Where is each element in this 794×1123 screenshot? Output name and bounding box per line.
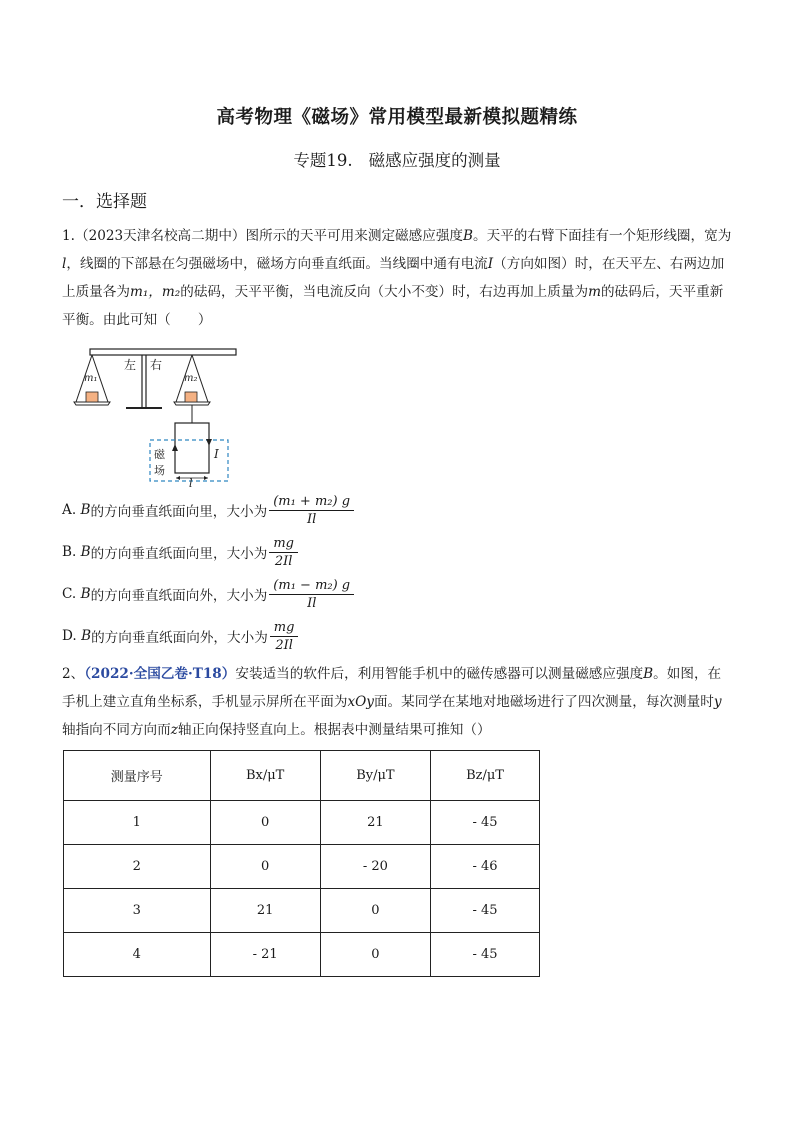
table-cell: 0: [210, 801, 320, 845]
table-header: Bz/μT: [431, 751, 540, 801]
option-label: D.: [62, 628, 77, 644]
option-var-b: B: [80, 544, 91, 560]
table-cell: 21: [320, 801, 430, 845]
q1-var-m1m2: m₁，m₂: [129, 284, 181, 300]
left-pan-mass-label: m₁: [84, 373, 98, 384]
option-label: C.: [62, 586, 77, 602]
subtitle-topic: 专题19.: [293, 151, 353, 170]
option-b[interactable]: [62, 532, 298, 572]
q2-text: 面。某同学在某地对地磁场进行了四次测量，每次测量时: [373, 694, 714, 710]
table-cell: 0: [320, 889, 430, 933]
table-row: [64, 889, 540, 933]
option-text: 的方向垂直纸面向里，大小为: [90, 546, 268, 562]
fraction-numerator: (m₁ − m₂) g: [269, 578, 354, 595]
option-c[interactable]: [62, 574, 354, 614]
q1-text: ，线圈的下部悬在匀强磁场中，磁场方向垂直纸面。当线圈中通有电流: [66, 256, 488, 272]
q1-var-b: B: [463, 228, 474, 244]
q2-number: 2、: [62, 666, 85, 682]
table-cell: - 45: [431, 801, 540, 845]
option-a[interactable]: [62, 490, 354, 530]
measurement-table: [63, 750, 540, 977]
fraction-numerator: (m₁ + m₂) g: [269, 494, 354, 511]
field-label-1: 磁: [154, 448, 165, 461]
q2-var-b: B: [643, 666, 654, 682]
q1-var-l: l: [62, 256, 67, 272]
right-weight: [185, 392, 197, 402]
option-a-fraction: [269, 494, 354, 527]
table-cell: - 45: [431, 889, 540, 933]
width-marker-head: [204, 476, 208, 480]
table-header-row: [64, 751, 540, 801]
width-label: l: [189, 477, 193, 490]
table-header: 测量序号: [64, 751, 211, 801]
document-title: 高考物理《磁场》常用模型最新模拟题精练: [216, 107, 578, 128]
right-pan-mass-label: m₂: [184, 373, 198, 384]
table-cell: 4: [64, 933, 211, 977]
fraction-numerator: mg: [269, 536, 298, 553]
option-text: 的方向垂直纸面向里，大小为: [90, 504, 268, 520]
q2-var-z: z: [170, 722, 178, 738]
field-label-2: 场: [154, 464, 165, 477]
table-cell: 21: [210, 889, 320, 933]
option-label: A.: [62, 502, 77, 518]
table-cell: - 46: [431, 845, 540, 889]
left-pan: [74, 402, 110, 405]
question-2-stem: [62, 660, 734, 744]
option-text: 的方向垂直纸面向外，大小为: [91, 630, 268, 646]
table-cell: - 20: [320, 845, 430, 889]
label-right: 右: [150, 358, 163, 372]
q1-var-m: m: [588, 284, 601, 300]
right-pan: [174, 402, 210, 405]
q1-text: 的砝码，天平平衡，当电流反向（大小不变）时，右边再加上质量为: [180, 284, 589, 300]
table-cell: - 21: [210, 933, 320, 977]
q1-text: （方向如图）时，在天平左、右两边加上质量各为: [62, 256, 725, 300]
q2-text: 轴指向不同方向而: [62, 722, 171, 738]
q2-var-xoy: xOy: [347, 694, 374, 710]
balance-beam: [90, 349, 236, 355]
fraction-denominator: Il: [307, 595, 317, 611]
fraction-denominator: Il: [306, 511, 317, 527]
q2-text: 。如图，在手机上建立直角坐标系，手机显示屏所在平面为: [62, 666, 722, 710]
q2-source: （2022·全国乙卷·T18）: [84, 666, 236, 682]
table-header: Bx/μT: [210, 751, 320, 801]
option-var-b: B: [81, 628, 92, 644]
option-b-fraction: [269, 536, 298, 569]
fraction-numerator: mg: [270, 620, 299, 637]
fraction-denominator: 2Il: [274, 553, 293, 569]
q1-text: 1.（2023天津名校高二期中）图所示的天平可用来测定磁感应强度: [62, 228, 464, 244]
table-header: By/μT: [320, 751, 430, 801]
section-heading: 一．选择题: [62, 192, 147, 212]
q1-text: 。天平的右臂下面挂有一个矩形线圈，宽为: [473, 228, 732, 244]
option-d[interactable]: [62, 616, 298, 656]
left-weight: [86, 392, 98, 402]
current-label: I: [214, 447, 219, 461]
option-label: B.: [62, 544, 77, 560]
table-row: [64, 801, 540, 845]
rectangular-coil: [175, 423, 209, 473]
subtitle-name: 磁感应强度的测量: [368, 151, 501, 170]
table-row: [64, 845, 540, 889]
option-var-b: B: [80, 586, 91, 602]
q1-var-i: I: [487, 256, 494, 272]
option-c-fraction: [269, 578, 354, 611]
balance-diagram: [70, 345, 240, 490]
option-text: 的方向垂直纸面向外，大小为: [90, 588, 268, 604]
option-d-fraction: [270, 620, 299, 653]
question-1-stem: [62, 222, 734, 334]
width-marker-head: [176, 476, 180, 480]
q2-var-y: y: [713, 694, 722, 710]
table-cell: 0: [210, 845, 320, 889]
fraction-denominator: 2Il: [275, 637, 293, 653]
label-left: 左: [124, 358, 137, 372]
option-var-b: B: [80, 502, 91, 518]
q1-text: 的砝码后，天平重新平衡。由此可知（ ）: [62, 284, 724, 328]
table-cell: 1: [64, 801, 211, 845]
q2-text: 安装适当的软件后，利用智能手机中的磁传感器可以测量磁感应强度: [235, 666, 644, 682]
q2-text: 轴正向保持竖直向上。根据表中测量结果可推知（）: [177, 722, 491, 738]
table-cell: - 45: [431, 933, 540, 977]
table-cell: 2: [64, 845, 211, 889]
table-cell: 0: [320, 933, 430, 977]
table-cell: 3: [64, 889, 211, 933]
document-subtitle: [0, 147, 794, 171]
table-row: [64, 933, 540, 977]
